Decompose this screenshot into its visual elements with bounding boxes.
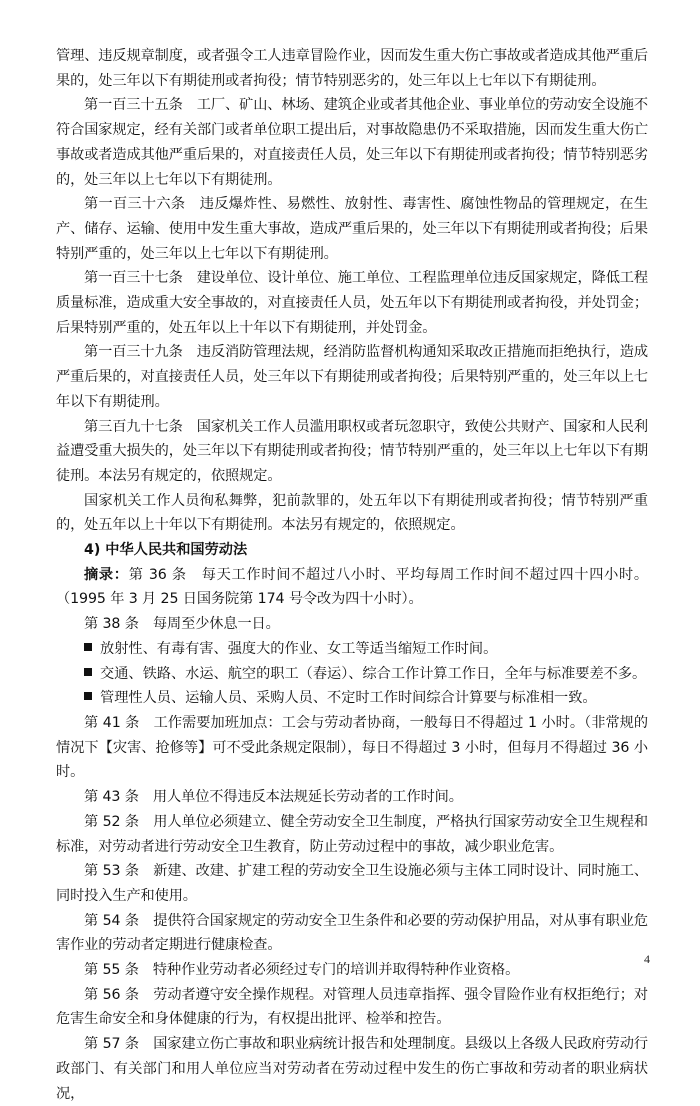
abstract-text: 第 36 条 每天工作时间不超过八小时、平均每周工作时间不超过四十四小时。（1995 年 3 月 25 日国务院第 174 号令改为四十小时）。 bbox=[56, 566, 648, 608]
bullet-text: 放射性、有毒有害、强度大的作业、女工等适当缩短工作时间。 bbox=[100, 640, 498, 657]
paragraph-article-135: 第一百三十五条 工厂、矿山、林场、建筑企业或者其他企业、事业单位的劳动安全设施不符合国家规定，经有关部门或者单位职工提出后，对事故隐患仍不采取措施，因而发生重大伤亡事故或者造成其他严重后果的，对直接责任人员，处三年以下有期徒刑或者拘役；情节特别恶劣的，处三年以上七年以下有期徒刑。 bbox=[56, 97, 648, 188]
article-52: 第 52 条 用人单位必须建立、健全劳动安全卫生制度，严格执行国家劳动安全卫生规程和标准，对劳动者进行劳动安全卫生教育，防止劳动过程中的事故，减少职业危害。 bbox=[56, 813, 648, 855]
abstract-paragraph bbox=[56, 563, 648, 612]
abstract-label: 摘录： bbox=[84, 566, 129, 583]
paragraph-article-397-clause: 国家机关工作人员徇私舞弊，犯前款罪的，处五年以下有期徒刑或者拘役；情节特别严重的，处五年以上十年以下有期徒刑。本法另有规定的，依照规定。 bbox=[56, 492, 648, 534]
bullet-square-icon bbox=[84, 668, 92, 676]
article-55: 第 55 条 特种作业劳动者必须经过专门的培训并取得特种作业资格。 bbox=[84, 962, 520, 979]
paragraph-article-137: 第一百三十七条 建设单位、设计单位、施工单位、工程监理单位违反国家规定，降低工程质量标准，造成重大安全事故的，对直接责任人员，处五年以下有期徒刑或者拘役，并处罚金；后果特别严重的，处五年以上十年以下有期徒刑，并处罚金。 bbox=[56, 270, 648, 336]
paragraph-article-139: 第一百三十九条 违反消防管理法规，经消防监督机构通知采取改正措施而拒绝执行，造成严重后果的，对直接责任人员，处三年以下有期徒刑或者拘役；后果特别严重的，处三年以上七年以下有期徒刑。 bbox=[56, 344, 648, 410]
article-56: 第 56 条 劳动者遵守安全操作规程。对管理人员违章指挥、强令冒险作业有权拒绝行；对危害生命安全和身体健康的行为，有权提出批评、检举和控告。 bbox=[56, 986, 648, 1028]
article-54: 第 54 条 提供符合国家规定的劳动安全卫生条件和必要的劳动保护用品，对从事有职业危害作业的劳动者定期进行健康检查。 bbox=[56, 912, 648, 954]
bullet-text: 管理性人员、运输人员、采购人员、不定时工作时间综合计算要与标准相一致。 bbox=[100, 690, 597, 707]
section-heading: 4) 中华人民共和国劳动法 bbox=[84, 542, 248, 559]
article-41: 第 41 条 工作需要加班加点：工会与劳动者协商，一般每日不得超过 1 小时。（非常规的情况下【灾害、抢修等】可不受此条规定限制），每日不得超过 3 小时，但每月不得超过 36 小时。 bbox=[56, 714, 648, 781]
bullet-item bbox=[56, 637, 648, 662]
article-53: 第 53 条 新建、改建、扩建工程的劳动安全卫生设施必须与主体工同时设计、同时施工、同时投入生产和使用。 bbox=[56, 863, 648, 904]
document-page bbox=[56, 44, 648, 1106]
bullet-item bbox=[56, 686, 648, 711]
page-number: 4 bbox=[644, 952, 650, 966]
bullet-text: 交通、铁路、水运、航空的职工（春运）、综合工作计算工作日，全年与标准要差不多。 bbox=[100, 665, 647, 682]
article-38: 第 38 条 每周至少休息一日。 bbox=[84, 616, 280, 633]
bullet-square-icon bbox=[84, 692, 92, 700]
paragraph-article-397: 第三百九十七条 国家机关工作人员滥用职权或者玩忽职守，致使公共财产、国家和人民利益遭受重大损失的，处三年以下有期徒刑或者拘役；情节特别严重的，处三年以上七年以下有期徒刑。本法另有规定的，依照规定。 bbox=[56, 418, 648, 484]
bullet-item bbox=[56, 662, 648, 687]
paragraph-continuation: 管理、违反规章制度，或者强令工人违章冒险作业，因而发生重大伤亡事故或者造成其他严重后果的，处三年以下有期徒刑或者拘役；情节特别恶劣的，处三年以上七年以下有期徒刑。 bbox=[56, 48, 648, 89]
paragraph-article-136: 第一百三十六条 违反爆炸性、易燃性、放射性、毒害性、腐蚀性物品的管理规定，在生产、储存、运输、使用中发生重大事故，造成严重后果的，处三年以下有期徒刑或者拘役；后果特别严重的，处三年以上七年以下有期徒刑。 bbox=[56, 196, 648, 262]
article-57: 第 57 条 国家建立伤亡事故和职业病统计报告和处理制度。县级以上各级人民政府劳动行政部门、有关部门和用人单位应当对劳动者在劳动过程中发生的伤亡事故和劳动者的职业病状况， bbox=[56, 1036, 648, 1102]
bullet-square-icon bbox=[84, 643, 92, 651]
article-43: 第 43 条 用人单位不得违反本法规延长劳动者的工作时间。 bbox=[84, 789, 463, 806]
